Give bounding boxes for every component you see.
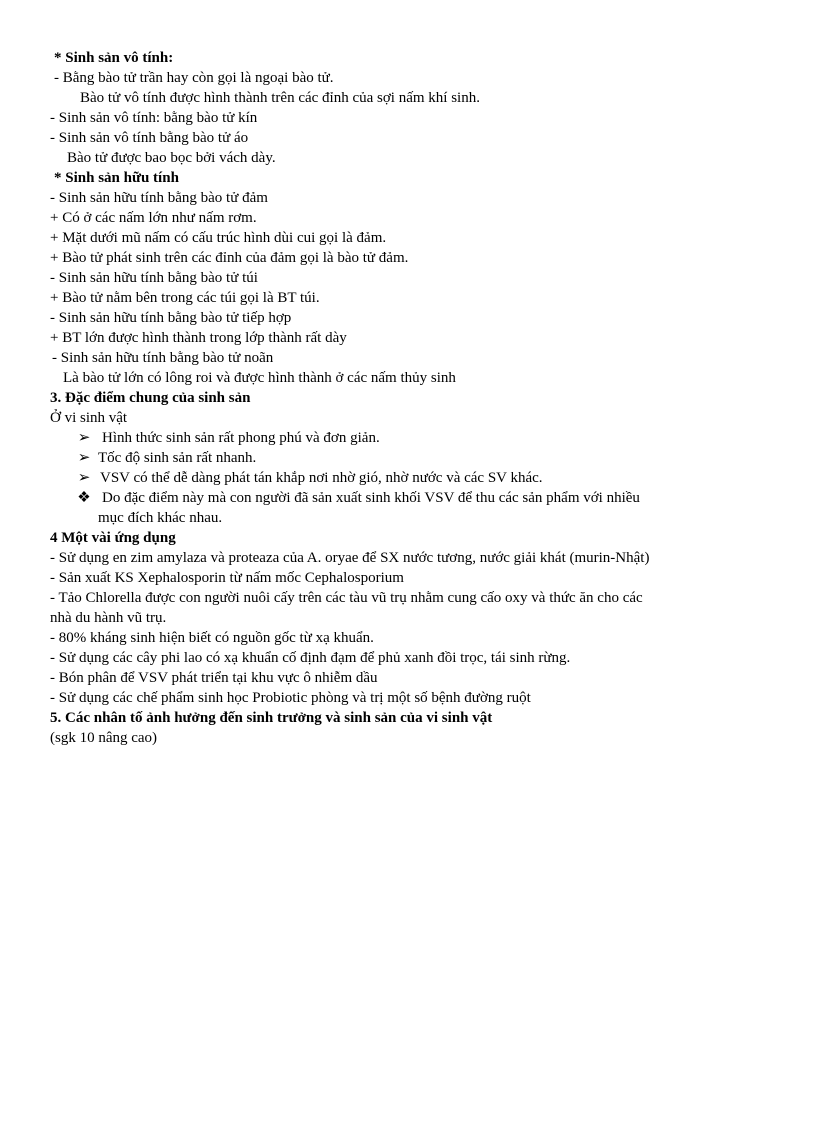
text-line: - Sử dụng các cây phi lao có xạ khuẩn cố định đạm để phủ xanh đồi trọc, tái sinh rừng. — [50, 650, 571, 666]
diamond-bullet-icon: ❖ — [77, 490, 91, 506]
text-line: - Sử dụng các chế phẩm sinh học Probiotic phòng và trị một số bệnh đường ruột — [50, 690, 531, 706]
text-line: - Sinh sản hữu tính bằng bào tử tiếp hợp — [50, 310, 292, 326]
text-line: - Sử dụng en zim amylaza và proteaza của A. oryae để SX nước tương, nước giải khát (murin-Nhật) — [50, 550, 650, 566]
arrow-bullet-icon: ➢ — [77, 470, 91, 486]
text-line: Ở vi sinh vật — [50, 410, 128, 426]
list-item: Do đặc điểm này mà con người đã sản xuất sinh khối VSV để thu các sản phẩm với nhiều — [102, 490, 640, 506]
text-line: - Sinh sản hữu tính bằng bào tử túi — [50, 270, 258, 286]
text-line: - Sinh sản hữu tính bằng bào tử noãn — [52, 350, 274, 366]
arrow-bullet-icon: ➢ — [77, 430, 91, 446]
text-line: - Bằng bào tử trần hay còn gọi là ngoại bào tử. — [54, 70, 334, 86]
text-line: - Sinh sản vô tính: bằng bào tử kín — [50, 110, 258, 126]
text-line: (sgk 10 nâng cao) — [50, 730, 158, 746]
text-line: + Mặt dưới mũ nấm có cấu trúc hình dùi cui gọi là đảm. — [50, 230, 387, 246]
arrow-bullet-icon: ➢ — [77, 450, 91, 466]
text-line: - Sản xuất KS Xephalosporin từ nấm mốc Cephalosporium — [50, 570, 404, 586]
heading-influencing-factors: 5. Các nhân tố ảnh hưởng đến sinh trưởng và sinh sản của vi sinh vật — [50, 710, 493, 726]
text-line: + Bào tử nằm bên trong các túi gọi là BT túi. — [50, 290, 320, 306]
text-line: + BT lớn được hình thành trong lớp thành rất dày — [50, 330, 347, 346]
list-item: Tốc độ sinh sản rất nhanh. — [98, 450, 257, 466]
text-line: - Tảo Chlorella được con người nuôi cấy trên các tàu vũ trụ nhằm cung cấo oxy và thức ăn cho các — [50, 590, 643, 606]
heading-applications: 4 Một vài ứng dụng — [50, 530, 176, 546]
text-line: Bào tử được bao bọc bởi vách dày. — [67, 150, 276, 166]
heading-asexual-reproduction: * Sinh sản vô tính: — [54, 50, 174, 66]
list-item: Hình thức sinh sản rất phong phú và đơn giản. — [102, 430, 380, 446]
text-line: - Sinh sản hữu tính bằng bào tử đảm — [50, 190, 268, 206]
text-line: Là bào tử lớn có lông roi và được hình thành ở các nấm thủy sinh — [63, 370, 456, 386]
text-line: - Bón phân để VSV phát triển tại khu vực ô nhiễm dầu — [50, 670, 378, 686]
list-item-continuation: mục đích khác nhau. — [98, 510, 223, 526]
list-item: VSV có thể dễ dàng phát tán khắp nơi nhờ gió, nhờ nước và các SV khác. — [100, 470, 543, 486]
text-line: - 80% kháng sinh hiện biết có nguồn gốc từ xạ khuẩn. — [50, 630, 374, 646]
heading-sexual-reproduction: * Sinh sản hữu tính — [54, 170, 179, 186]
heading-common-features: 3. Đặc điểm chung của sinh sản — [50, 390, 251, 406]
text-line: + Có ở các nấm lớn như nấm rơm. — [50, 210, 257, 226]
text-line: Bào tử vô tính được hình thành trên các đỉnh của sợi nấm khí sinh. — [80, 90, 480, 106]
text-line: - Sinh sản vô tính bằng bào tử áo — [50, 130, 249, 146]
text-line: + Bào tử phát sinh trên các đỉnh của đảm gọi là bào tử đảm. — [50, 250, 409, 266]
text-line: nhà du hành vũ trụ. — [50, 610, 167, 626]
